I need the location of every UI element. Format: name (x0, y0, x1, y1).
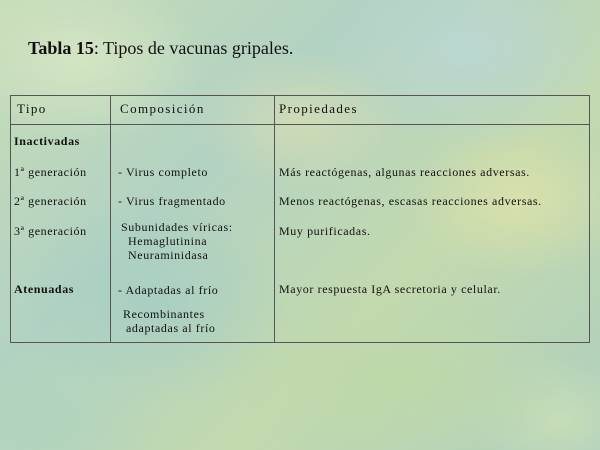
row-atenuadas-composicion-2-line-1: Recombinantes (123, 307, 205, 321)
row-2-composicion: - Virus fragmentado (118, 194, 226, 208)
header-tipo: Tipo (17, 101, 47, 116)
table-title (28, 38, 293, 59)
row-3-propiedades: Muy purificadas. (279, 224, 371, 238)
header-composicion: Composición (120, 101, 205, 116)
row-atenuadas-composicion-2 (123, 307, 216, 335)
column-divider-1 (110, 96, 111, 342)
row-3-composicion-line-1: Subunidades víricas: (121, 220, 233, 234)
row-atenuadas-composicion-2-line-2: adaptadas al frío (126, 321, 216, 335)
row-1-propiedades: Más reactógenas, algunas reacciones adversas. (279, 165, 530, 179)
column-divider-2 (274, 96, 275, 342)
table-number: Tabla 15 (28, 38, 94, 58)
row-3-composicion-line-2: Hemaglutinina (128, 234, 208, 248)
row-atenuadas-propiedades: Mayor respuesta IgA secretoria y celular. (279, 282, 501, 296)
row-1-composicion: - Virus completo (118, 165, 208, 179)
row-2-tipo: 2ª generación (14, 194, 87, 208)
vaccine-table (10, 95, 590, 343)
row-3-tipo: 3ª generación (14, 224, 87, 238)
group-inactivadas: Inactivadas (14, 134, 80, 148)
row-1-tipo: 1ª generación (14, 165, 87, 179)
row-2-propiedades: Menos reactógenas, escasas reacciones adversas. (279, 194, 542, 208)
header-divider (11, 124, 589, 125)
row-3-composicion-line-3: Neuraminidasa (128, 248, 209, 262)
table-caption: : Tipos de vacunas gripales. (93, 38, 294, 58)
row-3-composicion (121, 220, 233, 262)
row-atenuadas-tipo: Atenuadas (14, 282, 75, 296)
row-atenuadas-composicion-1: - Adaptadas al frío (118, 283, 219, 297)
header-propiedades: Propiedades (279, 101, 358, 116)
